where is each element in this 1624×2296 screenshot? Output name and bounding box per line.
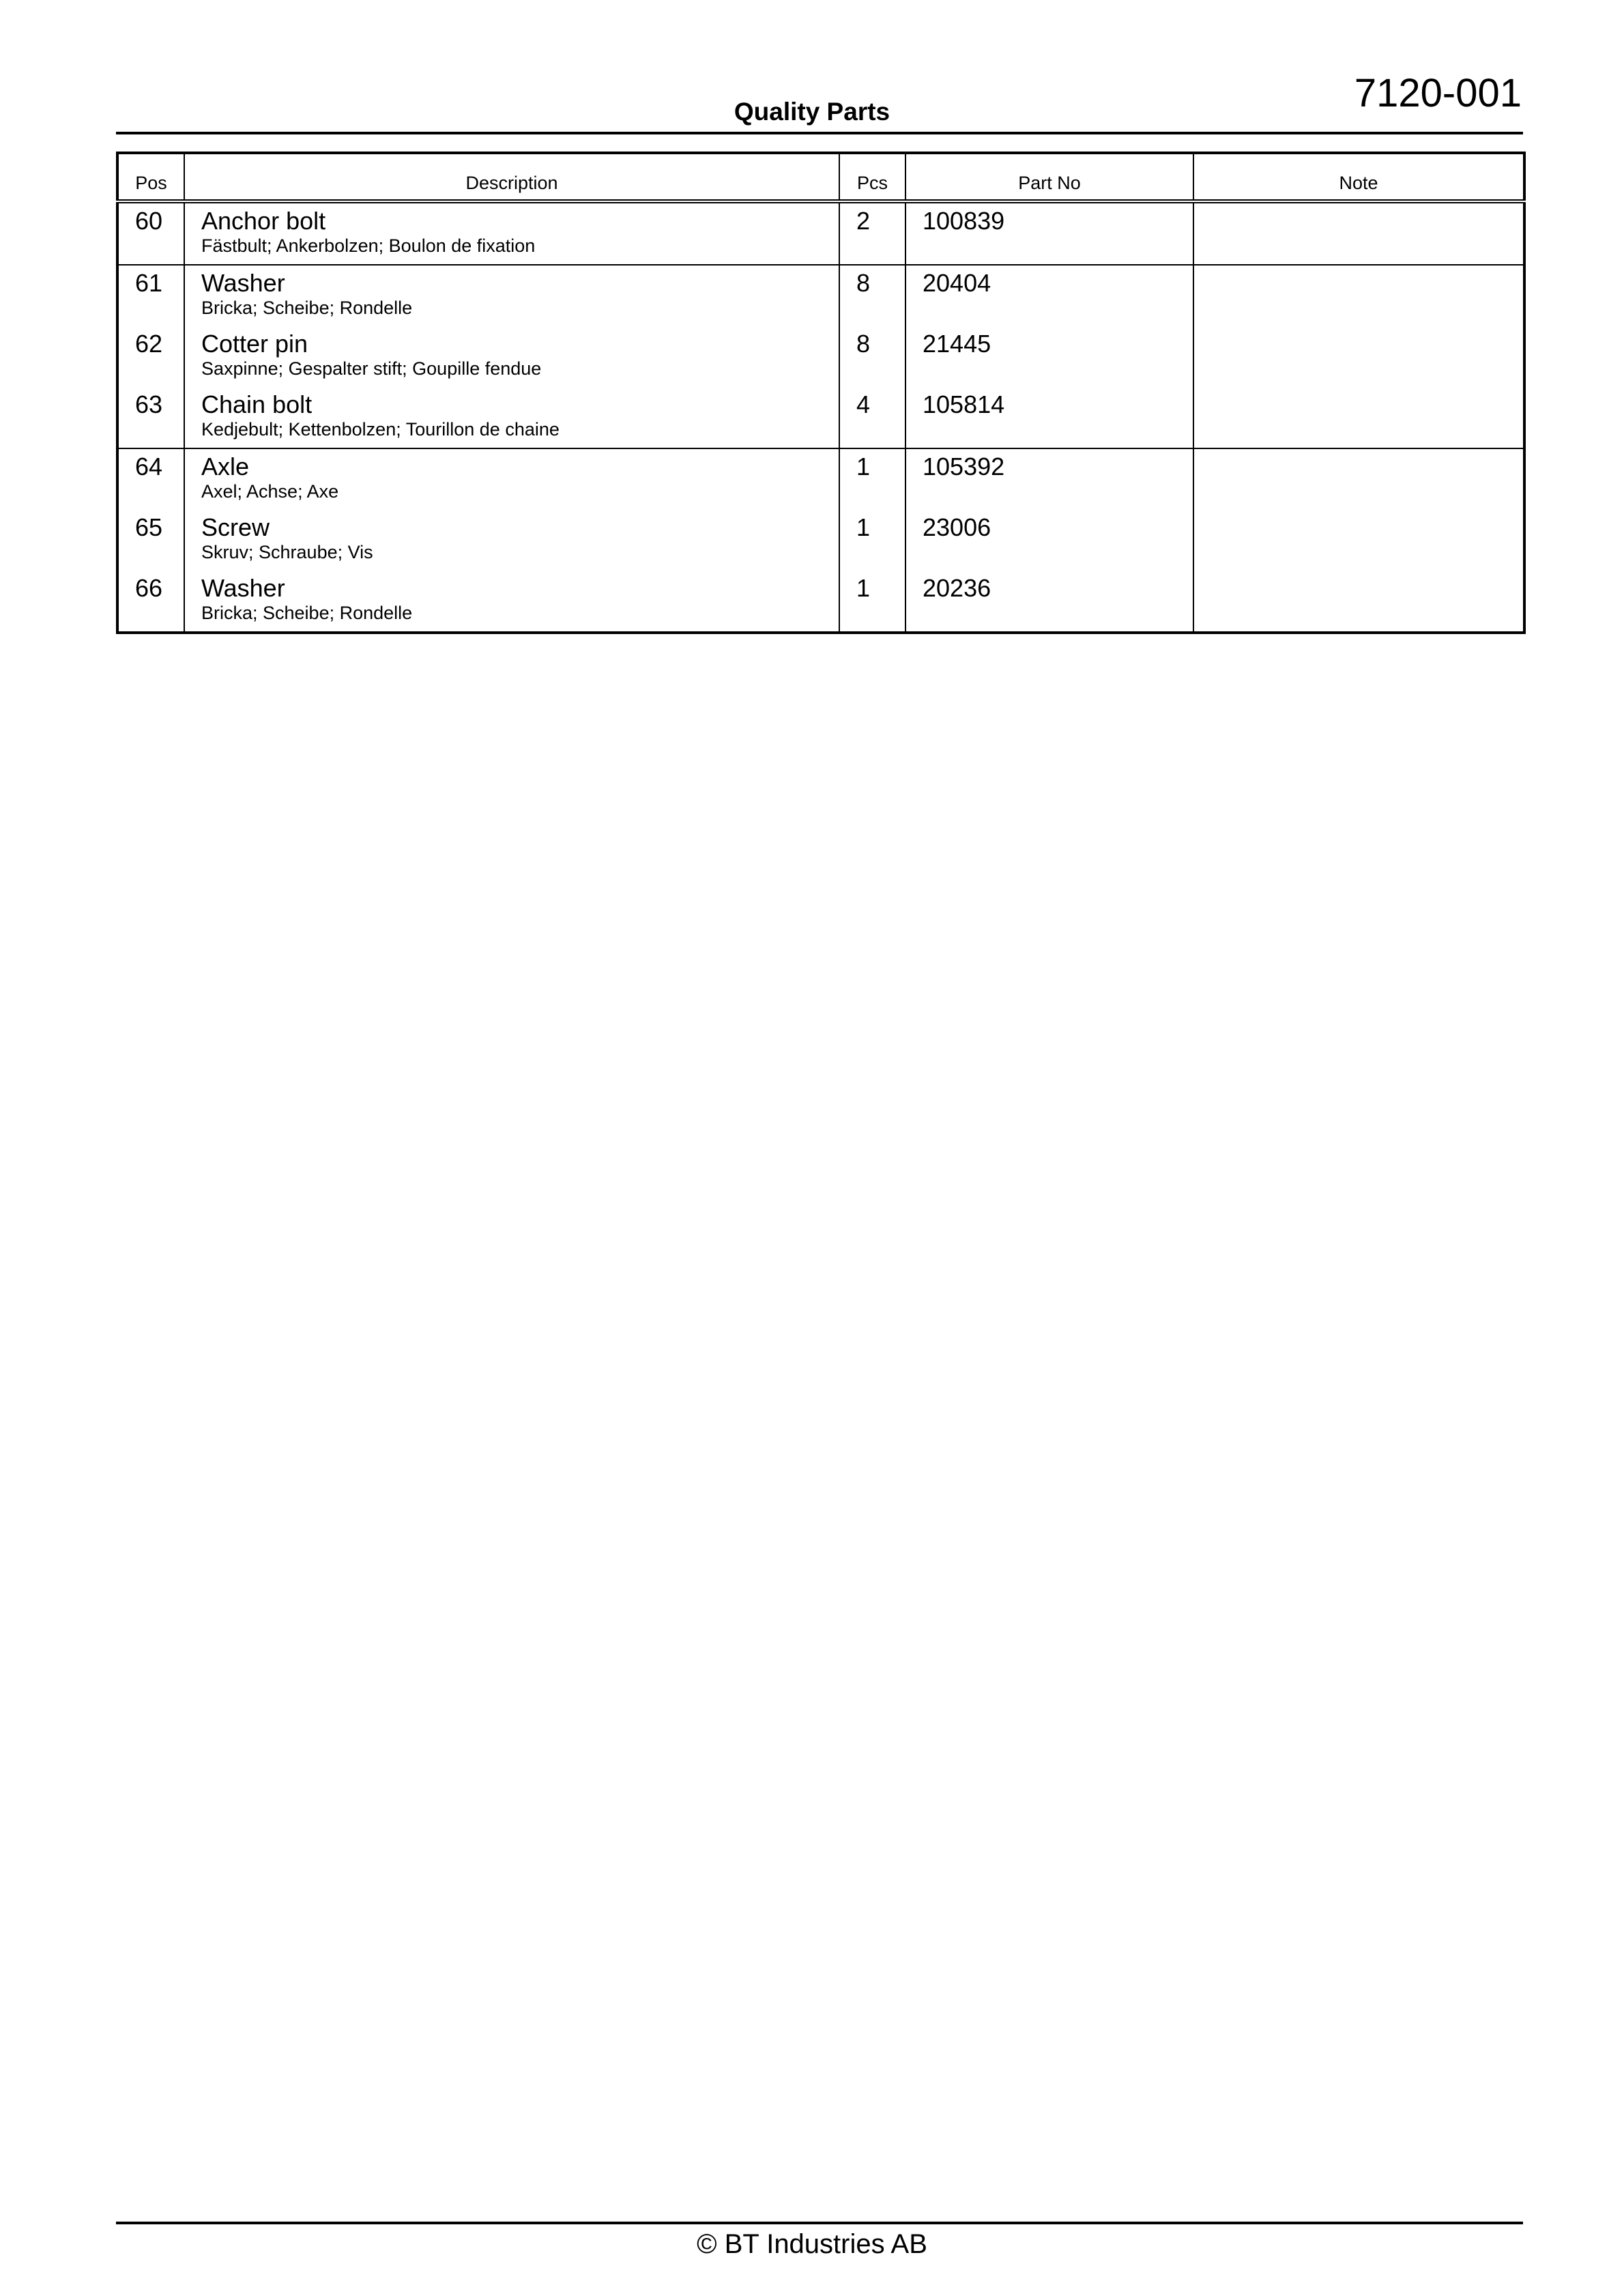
part-no-cell: [905, 448, 1193, 633]
pos-value: 65: [135, 513, 163, 541]
header-divider: [116, 132, 1523, 134]
column-header-note: Note: [1193, 153, 1524, 201]
part-no-value: 20404: [923, 269, 991, 297]
table-group: [117, 201, 1524, 265]
part-no-cell: [905, 201, 1193, 265]
pcs-value: 8: [856, 269, 871, 297]
column-header-part-no: Part No: [905, 153, 1193, 201]
pos-value: 61: [135, 269, 163, 297]
part-name: Washer: [201, 574, 285, 602]
part-no-value: 100839: [923, 207, 1005, 235]
part-no-value: 105392: [923, 453, 1005, 480]
pos-value: 62: [135, 330, 163, 358]
footer-copyright: © BT Industries AB: [697, 2229, 927, 2259]
pos-cell: [117, 265, 184, 448]
part-no-value: 21445: [923, 330, 991, 358]
footer-divider: [116, 2222, 1523, 2224]
pcs-value: 1: [856, 513, 871, 541]
part-no-value: 105814: [923, 390, 1005, 418]
pos-value: 64: [135, 453, 163, 480]
pcs-cell: [839, 448, 905, 633]
table-row: [117, 201, 1524, 265]
pcs-value: 1: [856, 453, 871, 480]
description-cell: [184, 265, 839, 448]
pos-value: 66: [135, 574, 163, 602]
note-cell: [1193, 265, 1524, 448]
table-row: [117, 448, 1524, 633]
document-number: 7120-001: [1354, 71, 1522, 115]
part-translation: Kedjebult; Kettenbolzen; Tourillon de chaine: [201, 419, 560, 440]
part-translation: Axel; Achse; Axe: [201, 481, 339, 502]
part-translation: Saxpinne; Gespalter stift; Goupille fendue: [201, 358, 542, 379]
part-translation: Bricka; Scheibe; Rondelle: [201, 603, 413, 623]
parts-table: [116, 152, 1526, 634]
pcs-value: 1: [856, 574, 871, 602]
part-name: Axle: [201, 453, 250, 480]
part-name: Washer: [201, 269, 285, 297]
pcs-cell: [839, 201, 905, 265]
part-name: Cotter pin: [201, 330, 308, 358]
part-translation: Bricka; Scheibe; Rondelle: [201, 298, 413, 318]
column-header-description: Description: [184, 153, 839, 201]
description-cell: [184, 201, 839, 265]
note-cell: [1193, 448, 1524, 633]
part-no-value: 20236: [923, 574, 991, 602]
pos-value: 63: [135, 390, 163, 418]
part-translation: Fästbult; Ankerbolzen; Boulon de fixation: [201, 235, 536, 256]
description-cell: [184, 448, 839, 633]
note-value: [1194, 203, 1523, 235]
pos-value: 60: [135, 207, 163, 235]
part-name: Chain bolt: [201, 390, 313, 418]
pos-cell: [117, 201, 184, 265]
pcs-cell: [839, 265, 905, 448]
note-cell: [1193, 201, 1524, 265]
part-translation: Skruv; Schraube; Vis: [201, 542, 373, 562]
note-value: [1194, 571, 1523, 602]
column-header-pos: Pos: [117, 153, 184, 201]
table-row: [117, 265, 1524, 448]
table-group: [117, 265, 1524, 448]
table-group: [117, 448, 1524, 633]
part-no-value: 23006: [923, 513, 991, 541]
pos-cell: [117, 448, 184, 633]
pcs-value: 4: [856, 390, 871, 418]
column-header-pcs: Pcs: [839, 153, 905, 201]
pcs-value: 8: [856, 330, 871, 358]
note-value: [1194, 387, 1523, 418]
table-header-row: [117, 153, 1524, 201]
note-value: [1194, 510, 1523, 541]
note-value: [1194, 449, 1523, 480]
note-value: [1194, 266, 1523, 297]
note-value: [1194, 326, 1523, 358]
part-no-cell: [905, 265, 1193, 448]
page-title: Quality Parts: [734, 98, 890, 126]
part-name: Screw: [201, 513, 270, 541]
pcs-value: 2: [856, 207, 871, 235]
part-name: Anchor bolt: [201, 207, 326, 235]
